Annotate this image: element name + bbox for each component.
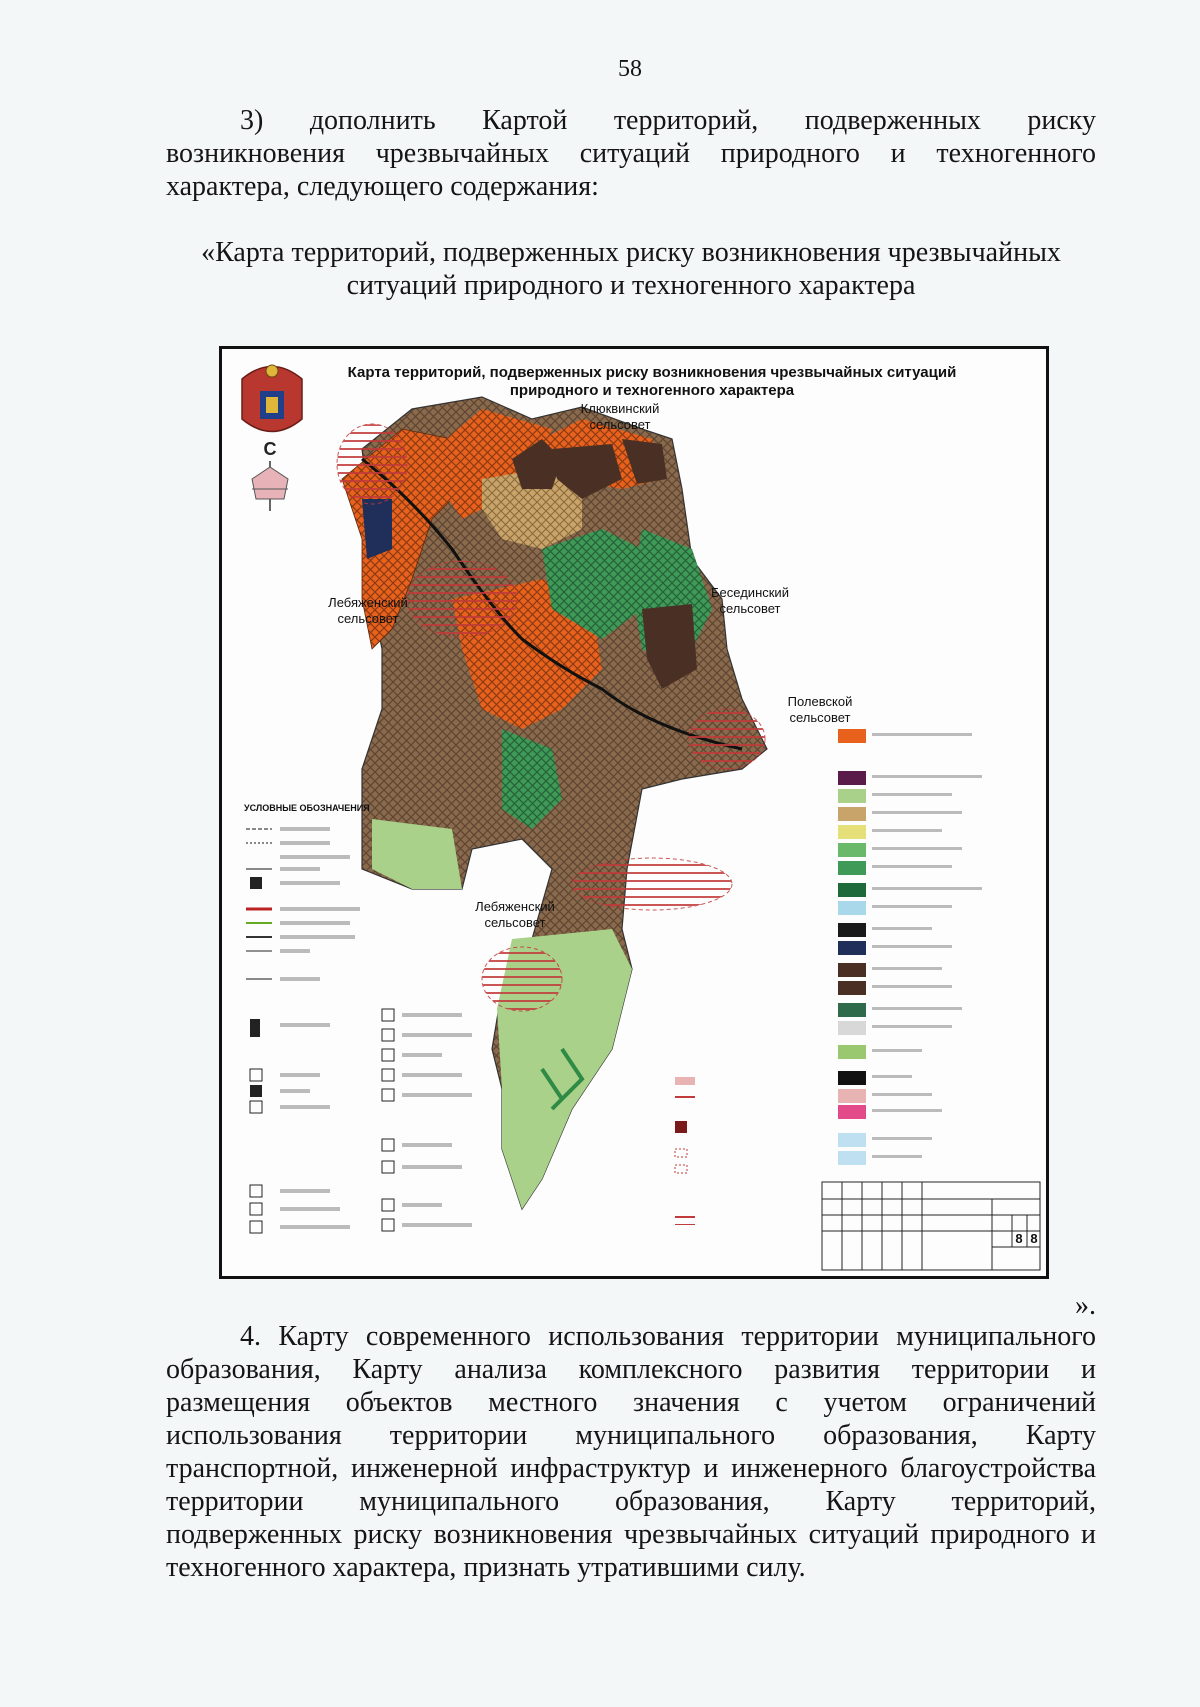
label-besedinsky-1: Бесединский [711,585,789,600]
label-polevskoy-1: Полевской [787,694,853,709]
label-lebyazhensky-bottom-1: Лебяженский [475,899,555,914]
paragraph-line: 4. Карту современного использования территории муниципального [240,1321,1096,1352]
label-klyukvinsky-2: сельсовет [589,417,651,432]
paragraph-line: образования, Карту анализа комплексного развития территории и [166,1354,1096,1385]
map-caption-heading [166,236,1096,302]
territory-map-area [337,397,767,1209]
emergency-risk-map [219,346,1049,1279]
paragraph-4 [166,1320,1096,1584]
paragraph-line: возникновения чрезвычайных ситуаций природного и техногенного [166,138,1096,169]
legend-left [244,803,370,1233]
page-number: 58 [618,56,642,82]
title-block-stamp [822,1182,1040,1270]
map-title-line-1: Карта территорий, подверженных риску возникновения чрезвычайных ситуаций [347,364,957,381]
label-lebyazhensky-top-1: Лебяженский [328,595,408,610]
north-letter: С [263,439,277,459]
paragraph-line: транспортной, инженерной инфраструктур и инженерного благоустройства [166,1453,1096,1484]
label-polevskoy-2: сельсовет [789,710,851,725]
legend-title: УСЛОВНЫЕ ОБОЗНАЧЕНИЯ [244,803,370,813]
paragraph-3 [166,104,1096,203]
closing-quote: ». [1075,1290,1096,1321]
label-lebyazhensky-top-2: сельсовет [337,611,399,626]
label-lebyazhensky-bottom-2: сельсовет [484,915,546,930]
stamp-sheet-total: 8 [1030,1231,1038,1246]
paragraph-line: 3) дополнить Картой территорий, подверженных риску [240,105,1096,136]
heading-line-2: ситуаций природного и техногенного характера [346,270,916,301]
north-arrow-icon [252,439,288,511]
paragraph-line: размещения объектов местного значения с учетом ограничений [166,1387,1096,1418]
paragraph-line: территории муниципального образования, Карту территорий, [166,1486,1096,1517]
heading-line-1: «Карта территорий, подверженных риску возникновения чрезвычайных [201,237,1061,268]
paragraph-line: подверженных риску возникновения чрезвычайных ситуаций природного и [166,1519,1096,1550]
label-klyukvinsky-1: Клюквинский [580,401,660,416]
map-title-line-2: природного и техногенного характера [509,382,795,399]
label-besedinsky-2: сельсовет [719,601,781,616]
paragraph-line: использования территории муниципального образования, Карту [166,1420,1096,1451]
paragraph-line: характера, следующего содержания: [166,171,599,202]
coat-of-arms-emblem [242,365,302,432]
legend-right [838,729,982,1165]
map-svg [222,349,1046,1276]
stamp-sheet-number: 8 [1015,1231,1023,1246]
paragraph-line: техногенного характера, признать утратившими силу. [166,1552,806,1583]
